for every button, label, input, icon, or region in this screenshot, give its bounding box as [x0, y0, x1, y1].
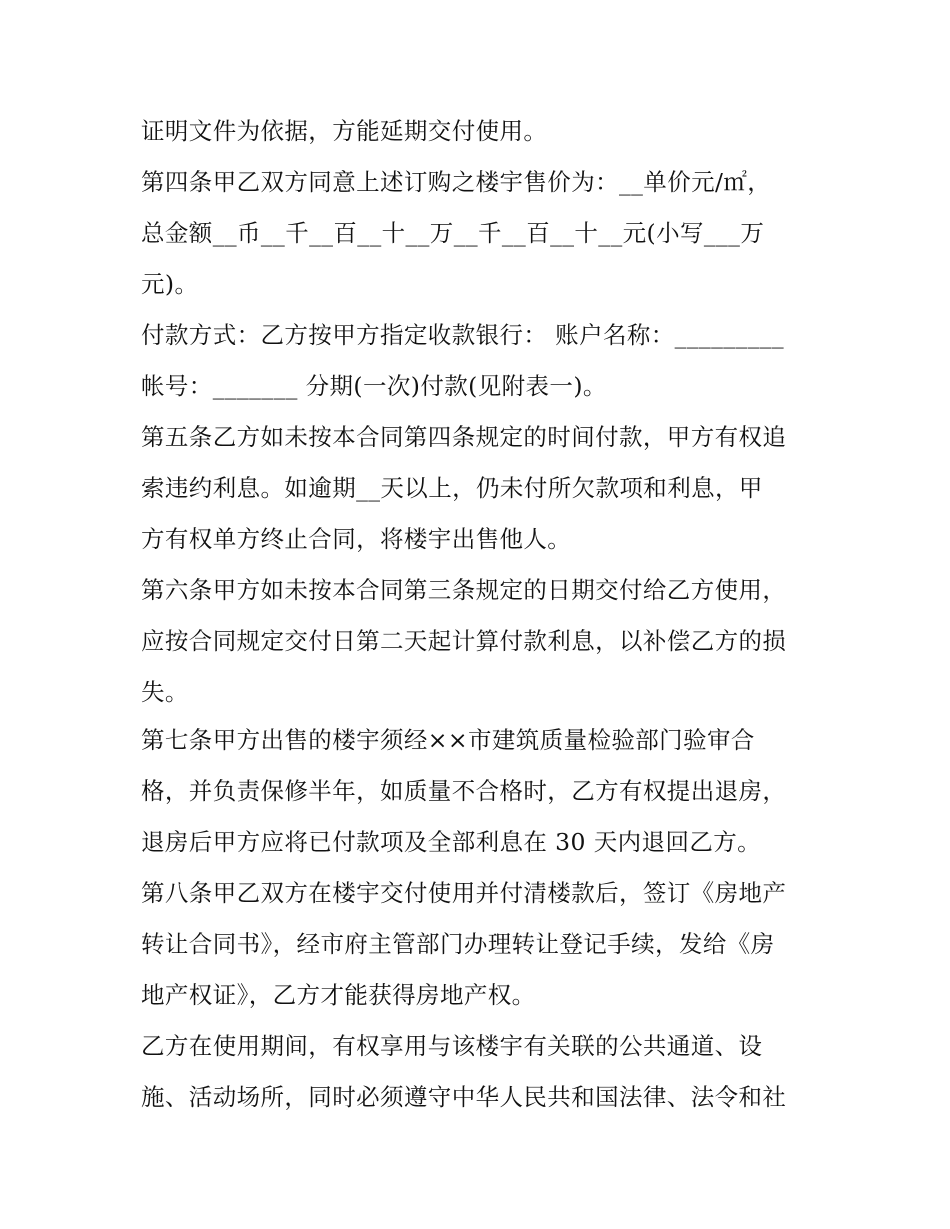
text-line: 转让合同书》，经市府主管部门办理转让登记手续，发给《房	[141, 930, 775, 958]
text-line: 证明文件为依据，方能延期交付使用。	[141, 117, 548, 145]
text-line: 失。	[141, 678, 189, 706]
text-line: 元)。	[141, 270, 199, 298]
text-line: 第六条甲方如未按本合同第三条规定的日期交付给乙方使用，	[141, 576, 787, 604]
text-line: 第七条甲方出售的楼宇须经××市建筑质量检验部门验审合	[141, 726, 755, 754]
text-line: 方有权单方终止合同，将楼宇出售他人。	[141, 525, 572, 553]
text-line: 帐号：_______ 分期(一次)付款(见附表一)。	[141, 372, 607, 400]
text-line: 地产权证》，乙方才能获得房地产权。	[141, 981, 536, 1009]
text-line: 第八条甲乙双方在楼宇交付使用并付清楼款后，签订《房地产	[141, 879, 787, 907]
text-line: 总金额__币__千__百__十__万__千__百__十__元(小写___万	[141, 219, 765, 247]
text-line: 施、活动场所，同时必须遵守中华人民共和国法律、法令和社	[141, 1083, 787, 1111]
text-line: 第四条甲乙双方同意上述订购之楼宇售价为：__单价元/㎡，	[141, 168, 772, 196]
text-line: 格，并负责保修半年，如质量不合格时，乙方有权提出退房，	[141, 777, 787, 805]
text-line: 第五条乙方如未按本合同第四条规定的时间付款，甲方有权追	[141, 423, 787, 451]
text-line: 退房后甲方应将已付款项及全部利息在 30 天内退回乙方。	[141, 828, 762, 856]
text-line: 索违约利息。如逾期__天以上，仍未付所欠款项和利息，甲	[141, 474, 763, 502]
text-line: 乙方在使用期间，有权享用与该楼宇有关联的公共通道、设	[141, 1032, 763, 1060]
text-line: 付款方式：乙方按甲方指定收款银行： 账户名称：_________	[141, 321, 785, 349]
text-line: 应按合同规定交付日第二天起计算付款利息，以补偿乙方的损	[141, 627, 787, 655]
